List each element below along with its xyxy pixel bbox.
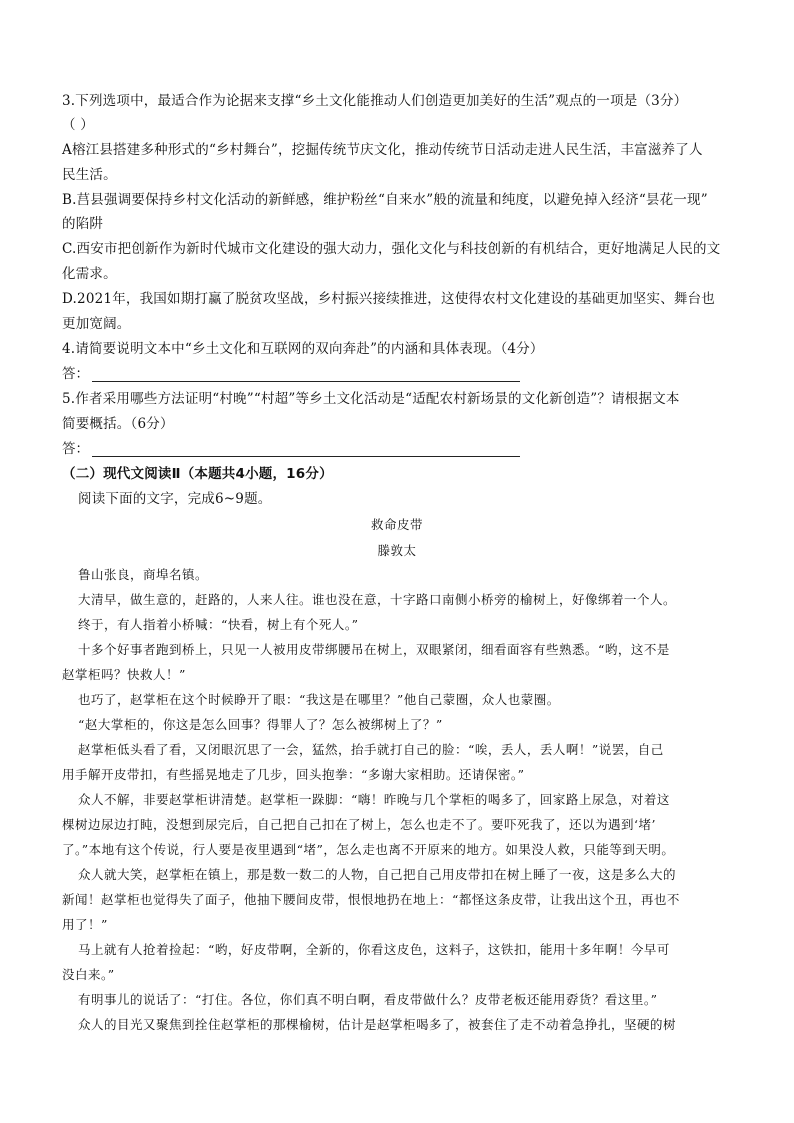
section-2-title: （二）现代文阅读Ⅱ（本题共4小题，16分） — [62, 466, 333, 482]
story-line: 赵掌柜吗？快救人！” — [62, 667, 186, 682]
story-line: 大清早，做生意的，赶路的，人来人往。谁也没在意，十字路口南侧小桥旁的榆树上，好像绑着一个人。 — [78, 592, 677, 607]
story-line: 新闻！赵掌柜也觉得失了面子，他抽下腰间皮带，恨恨地扔在地上：“都怪这条皮带，让我出这个丑，再也不 — [62, 892, 680, 907]
q3-option-d: D.2021年，我国如期打赢了脱贫攻坚战，乡村振兴接续推进，这使得农村文化建设的基础更加坚实、舞台也 — [62, 291, 715, 307]
q5-answer-label: 答： — [62, 441, 89, 457]
story-line: 马上就有人抢着捡起：“哟，好皮带啊，全新的，你看这皮色，这料子，这铁扣，能用十多年啊！今早可 — [78, 942, 670, 957]
q4-answer-line[interactable] — [92, 381, 520, 382]
q3-option-d-cont: 更加宽阔。 — [62, 316, 131, 332]
q3-stem: 3.下列选项中，最适合作为论据来支撑“乡土文化能推动人们创造更加美好的生活”观点的一项是（3分） — [62, 93, 688, 109]
story-title: 救命皮带 — [370, 517, 423, 532]
q5-stem-cont: 简要概括。（6分） — [62, 416, 174, 432]
story-line: 众人就大笑，赵掌柜在镇上，那是数一数二的人物，自己把自己用皮带扣在树上睡了一夜，这是多么大的 — [78, 867, 677, 882]
story-line: 用手解开皮带扣，有些摇晃地走了几步，回头抱拳：“多谢大家相助。还请保密。” — [62, 767, 525, 782]
q5-stem: 5.作者采用哪些方法证明“村晚”“村超”等乡土文化活动是“适配农村新场景的文化新创造”？请根据文本 — [62, 391, 680, 407]
q3-option-b-cont: 的陷阱 — [62, 216, 104, 232]
q3-option-c: C.西安市把创新作为新时代城市文化建设的强大动力，强化文化与科技创新的有机结合，更好地满足人民的文 — [62, 241, 721, 257]
story-author: 滕敦太 — [377, 543, 417, 558]
q3-option-c-cont: 化需求。 — [62, 266, 117, 282]
q4-answer-label: 答： — [62, 366, 89, 382]
story-line: 有明事儿的说话了：“打住。各位，你们真不明白啊，看皮带做什么？皮带老板还能用孬货？看这里。” — [78, 992, 658, 1007]
story-line: 也巧了，赵掌柜在这个时候睁开了眼：“我这是在哪里？”他自己蒙圈，众人也蒙圈。 — [78, 692, 560, 707]
q3-option-b: B.莒县强调要保持乡村文化活动的新鲜感，维护粉丝“自来水”般的流量和纯度，以避免掉入经济“昙花一现” — [62, 192, 708, 208]
story-line: 赵掌柜低头看了看，又闭眼沉思了一会，猛然，抬手就打自己的脸：“唉，丢人，丢人啊！”说罢，自己 — [78, 742, 664, 757]
story-line: 终于，有人指着小桥喊：“快看，树上有个死人。” — [78, 617, 359, 632]
story-line: 没白来。” — [62, 967, 115, 982]
story-line: 众人不解，非要赵掌柜讲清楚。赵掌柜一跺脚：“嗨！昨晚与几个掌柜的喝多了，回家路上尿急，对着这 — [78, 792, 670, 807]
story-line: 用了！” — [62, 917, 108, 932]
story-line: 众人的目光又聚焦到拴住赵掌柜的那棵榆树，估计是赵掌柜喝多了，被套住了走不动着急挣扎，坚硬的树 — [78, 1017, 677, 1032]
q3-option-a-cont: 民生活。 — [62, 167, 117, 183]
q4-stem: 4.请简要说明文本中“乡土文化和互联网的双向奔赴”的内涵和具体表现。（4分） — [62, 341, 544, 357]
section-2-instruction: 阅读下面的文字，完成6~9题。 — [78, 491, 272, 507]
story-line: 十多个好事者跑到桥上，只见一人被用皮带绑腰吊在树上，双眼紧闭，细看面容有些熟悉。“哟，这不是 — [78, 642, 670, 657]
q3-answer-paren: （ ） — [62, 117, 94, 133]
q5-answer-line[interactable] — [92, 456, 520, 457]
story-line: 了。”本地有这个传说，行人要是夜里遇到“堵”，怎么走也离不开原来的地方。如果没人救，只能等到天明。 — [62, 842, 675, 857]
story-line: 鲁山张良，商埠名镇。 — [78, 567, 209, 582]
q3-option-a: A榕江县搭建多种形式的“乡村舞台”，挖掘传统节庆文化，推动传统节日活动走进人民生活，丰富滋养了人 — [62, 142, 703, 158]
story-line: “赵大掌柜的，你这是怎么回事？得罪人了？怎么被绑树上了？” — [78, 717, 443, 732]
story-line: 棵树边尿边打盹，没想到尿完后，自己把自己扣在了树上，怎么也走不了。要吓死我了，还以为遇到‘堵’ — [62, 817, 656, 832]
